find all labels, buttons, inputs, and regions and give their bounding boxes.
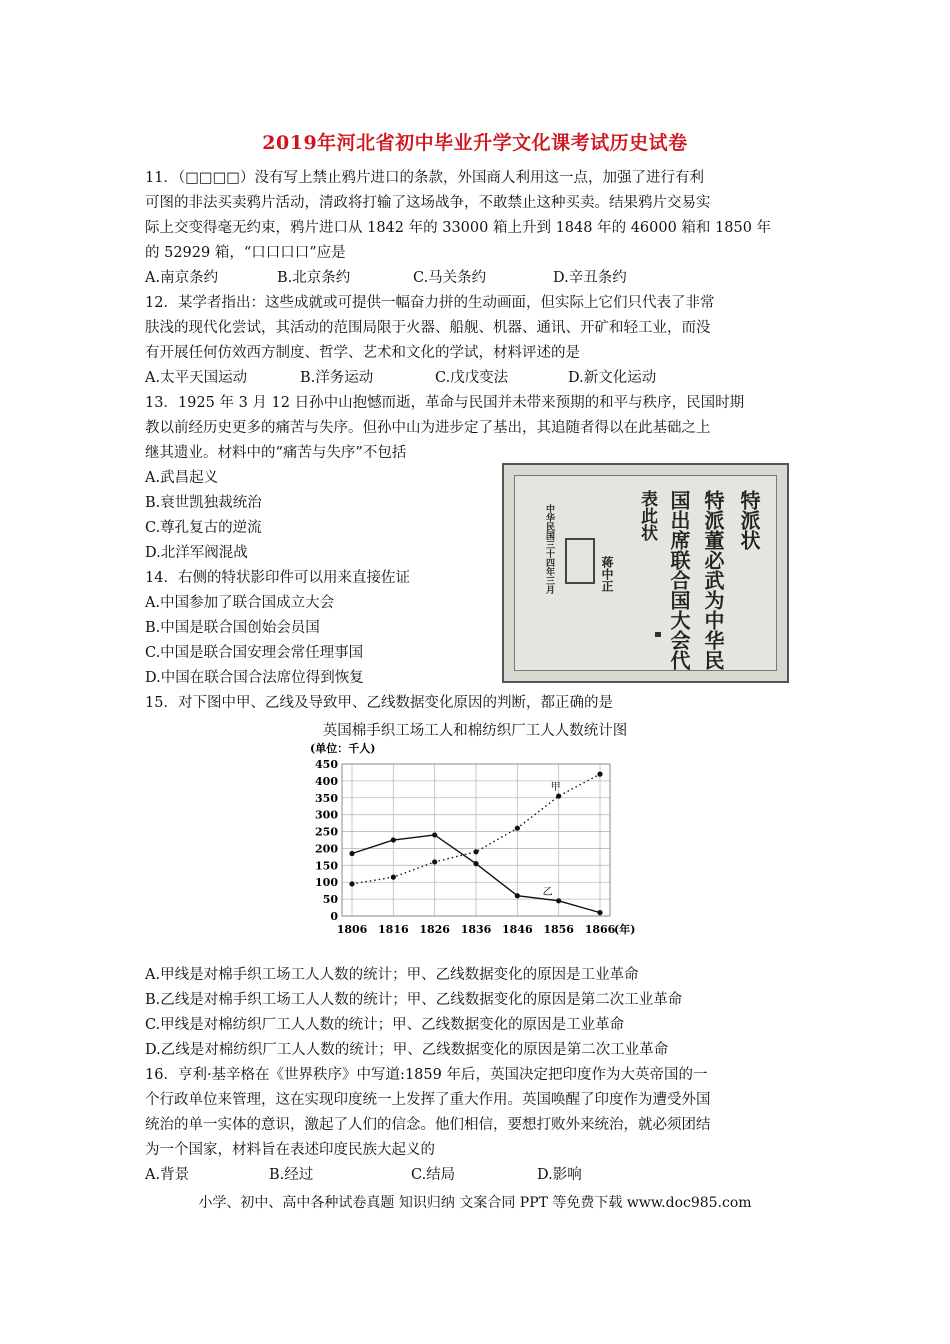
seal-stamp (565, 538, 595, 584)
x-tick-label: 1806 (336, 923, 368, 936)
option-c: C.戊戊变法 (435, 370, 509, 386)
q16-line: 16．亨利·基辛格在《世界秩序》中写道:1859 年后，英国决定把印度作为大英帝国的一 (145, 1067, 708, 1083)
data-point (515, 826, 520, 831)
y-tick-label: 0 (330, 910, 338, 923)
option-b: B.洋务运动 (300, 370, 374, 386)
q11-line: 可图的非法买卖鸦片活动，清政将打输了这场战争，不敢禁止这种买卖。结果鸦片交易实 (145, 195, 711, 211)
option-c: C.马关条约 (413, 270, 487, 286)
q16-line: 个行政单位来管理，这在实现印度统一上发挥了重大作用。英国唤醒了印度作为遭受外国 (145, 1092, 711, 1108)
q13-option-c: C.尊孔复古的逆流 (145, 520, 262, 536)
page-title: 2019年河北省初中毕业升学文化课考试历史试卷 (262, 132, 688, 154)
x-axis-label: (年) (614, 923, 636, 936)
q11-options (145, 268, 627, 288)
data-point (349, 881, 354, 886)
q12-options (145, 368, 656, 388)
q15-option-b: B.乙线是对棉手织工场工人人数的统计；甲、乙线数据变化的原因是第二次工业革命 (145, 992, 683, 1008)
cert-column: 表此状 (637, 490, 657, 541)
y-tick-label: 350 (315, 791, 338, 805)
q13-line: 13．1925 年 3 月 12 日孙中山抱憾而逝，革命与民国并未带来预期的和平与秩序，民国时期 (145, 395, 745, 411)
q14-option-b: B.中国是联合国创始会员国 (145, 620, 320, 636)
mark (655, 632, 661, 637)
data-point (597, 910, 602, 915)
q16-line: 统治的单一实体的意识，激起了人们的信念。他们相信，要想打败外来统治，就必须团结 (145, 1117, 711, 1133)
data-point (391, 837, 396, 842)
cert-column: 国出席联合国大会代 (667, 490, 691, 670)
q13-option-b: B.衰世凯独裁统治 (145, 495, 262, 511)
option-b: B.经过 (269, 1167, 314, 1183)
x-tick-label: 1846 (502, 923, 533, 936)
q13-line: 继其遗业。材料中的“痛苦与失序”不包括 (145, 445, 407, 461)
y-tick-label: 250 (315, 825, 338, 839)
q14-option-d: D.中国在联合国合法席位得到恢复 (145, 670, 364, 686)
option-c: C.结局 (411, 1167, 456, 1183)
certificate-image (502, 463, 789, 683)
cert-heading: 特派状 (737, 490, 761, 550)
q11-line: 的 52929 箱，“口口口口”应是 (145, 245, 346, 261)
x-tick-label: 1816 (378, 923, 409, 936)
q13-option-d: D.北洋军阀混战 (145, 545, 248, 561)
q11-line: 际上交变得毫无约束，鸦片进口从 1842 年的 33000 箱上升到 1848 年的 46000 箱和 1850 年 (145, 220, 772, 236)
y-tick-label: 450 (315, 758, 338, 771)
y-tick-label: 100 (315, 876, 338, 890)
x-tick-label: 1856 (543, 923, 574, 936)
y-tick-label: 50 (322, 893, 338, 907)
option-d: D.影响 (537, 1167, 582, 1183)
option-d: D.辛丑条约 (553, 270, 627, 286)
data-point (473, 849, 478, 854)
data-point (349, 851, 354, 856)
data-point (432, 832, 437, 837)
x-tick-label: 1836 (460, 923, 492, 936)
q14-line: 14．右侧的特状影印件可以用来直接佐证 (145, 570, 410, 586)
q11-line: 11．（□□□□）没有写上禁止鸦片进口的条款，外国商人利用这一点，加强了进行有利 (145, 170, 704, 186)
q13-line: 教以前经历史更多的痛苦与失序。但孙中山为进步定了基出，其追随者得以在此基础之上 (145, 420, 711, 436)
q15-option-c: C.甲线是对棉纺织厂工人人数的统计；甲、乙线数据变化的原因是工业革命 (145, 1017, 625, 1033)
q15-option-a: A.甲线是对棉手织工场工人人数的统计；甲、乙线数据变化的原因是工业革命 (145, 967, 639, 983)
q16-line: 为一个国家，材料旨在表述印度民族大起义的 (145, 1142, 435, 1158)
y-tick-label: 400 (315, 774, 338, 788)
y-tick-label: 200 (315, 842, 338, 856)
data-point (597, 772, 602, 777)
data-point (432, 859, 437, 864)
line-chart (310, 738, 640, 948)
y-tick-label: 150 (315, 859, 338, 873)
cert-signature: 蒋中正 (600, 556, 614, 592)
data-point (473, 861, 478, 866)
cert-date: 中华民国三十四年三月 (544, 504, 554, 594)
chart-title: 英国棉手织工场工人和棉纺织厂工人人数统计图 (322, 723, 628, 739)
data-point (556, 898, 561, 903)
q12-line: 有开展任何仿效西方制度、哲学、艺术和文化的学试，材料评述的是 (145, 345, 580, 361)
q14-option-c: C.中国是联合国安理会常任理事国 (145, 645, 364, 661)
q15-line: 15．对下图中甲、乙线及导致甲、乙线数据变化原因的判断，都正确的是 (145, 695, 613, 711)
data-point (556, 793, 561, 798)
option-d: D.新文化运动 (568, 370, 657, 386)
chart-unit-label: (单位：千人) (310, 742, 376, 755)
y-tick-label: 300 (315, 808, 338, 822)
q14-option-a: A.中国参加了联合国成立大会 (145, 595, 335, 611)
data-point (391, 875, 396, 880)
option-a: A.南京条约 (145, 270, 219, 286)
cert-column: 特派董必武为中华民 (701, 490, 725, 670)
option-a: A.背景 (145, 1167, 190, 1183)
x-tick-label: 1826 (419, 923, 450, 936)
q12-line: 12．某学者指出：这些成就或可提供一幅奋力拼的生动画面，但实际上它们只代表了非常 (145, 295, 715, 311)
series-label: 甲 (550, 782, 561, 794)
option-b: B.北京条约 (277, 270, 351, 286)
data-point (515, 893, 520, 898)
series-label: 乙 (542, 886, 553, 898)
option-a: A.太平天国运动 (145, 370, 248, 386)
q12-line: 肤浅的现代化尝试，其活动的范围局限于火器、船舰、机器、通讯、开矿和轻工业，而没 (145, 320, 711, 336)
footer-text: 小学、初中、高中各种试卷真题 知识归纳 文案合同 PPT 等免费下载 www.doc985.com (198, 1195, 752, 1211)
q13-option-a: A.武昌起义 (145, 470, 219, 486)
q16-options (145, 1165, 582, 1185)
q15-option-d: D.乙线是对棉纺织厂工人人数的统计；甲、乙线数据变化的原因是第二次工业革命 (145, 1042, 669, 1058)
x-tick-label: 1866 (584, 923, 616, 936)
